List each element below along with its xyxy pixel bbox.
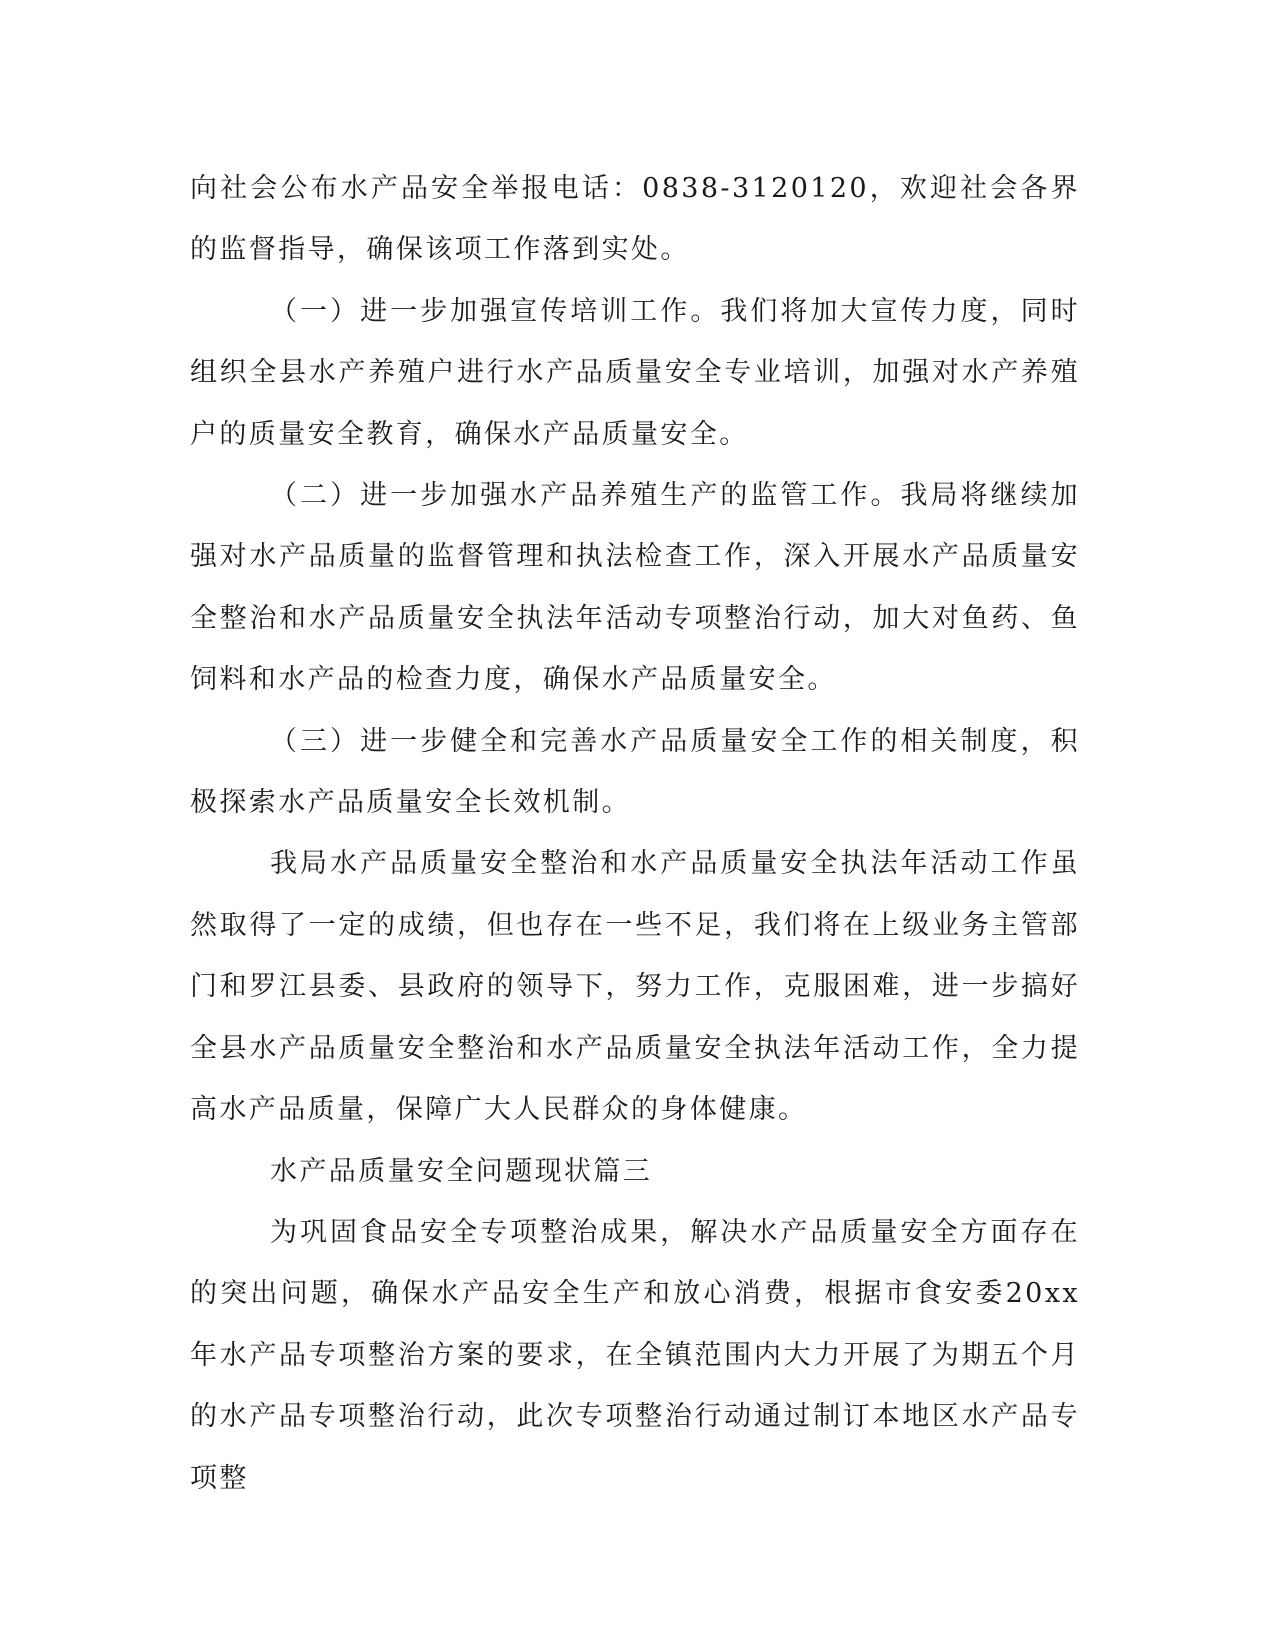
section-heading: 水产品质量安全问题现状篇三 (270, 1155, 653, 1187)
document-body (190, 158, 1080, 1509)
paragraph-section-intro: 为巩固食品安全专项整治成果，解决水产品质量安全方面存在的突出问题，确保水产品安全生产和放心消费，根据市食安委20xx年水产品专项整治方案的要求，在全镇范围内大力开展了为期五个月的水产品专项整治行动，此次专项整治行动通过制订本地区水产品专项整 (190, 1216, 1080, 1494)
paragraph-item-one: （一）进一步加强宣传培训工作。我们将加大宣传力度，同时组织全县水产养殖户进行水产品质量安全专业培训，加强对水产养殖户的质量安全教育，确保水产品质量安全。 (190, 295, 1080, 450)
paragraph-conclusion: 我局水产品质量安全整治和水产品质量安全执法年活动工作虽然取得了一定的成绩，但也存在一些不足，我们将在上级业务主管部门和罗江县委、县政府的领导下，努力工作，克服困难，进一步搞好全县水产品质量安全整治和水产品质量安全执法年活动工作，全力提高水产品质量，保障广大人民群众的身体健康。 (190, 848, 1080, 1126)
paragraph-report-hotline: 向社会公布水产品安全举报电话：0838-3120120，欢迎社会各界的监督指导，确保该项工作落到实处。 (190, 173, 1080, 266)
paragraph-item-three: （三）进一步健全和完善水产品质量安全工作的相关制度，积极探索水产品质量安全长效机制。 (190, 725, 1080, 819)
paragraph-item-two: （二）进一步加强水产品养殖生产的监管工作。我局将继续加强对水产品质量的监督管理和执法检查工作，深入开展水产品质量安全整治和水产品质量安全执法年活动专项整治行动，加大对鱼药、鱼饲料和水产品的检查力度，确保水产品质量安全。 (190, 480, 1080, 696)
